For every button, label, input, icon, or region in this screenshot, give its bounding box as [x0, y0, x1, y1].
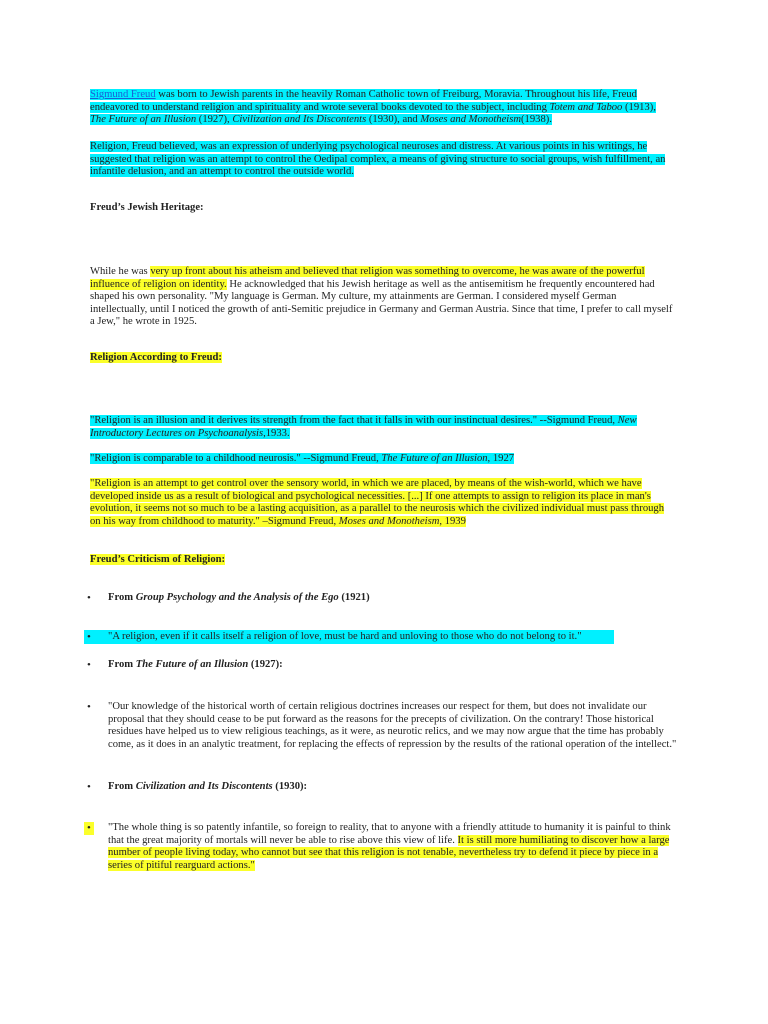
list-item-group-psychology: From Group Psychology and the Analysis of the Ego (1921) [108, 592, 370, 603]
intro-highlight: Sigmund Freud was born to Jewish parents in the heavily Roman Catholic town of Freiburg, Moravia. Throughout his life, Freud endeavored to understand religion and spirituality and wrote several books devoted to the subject, including Totem and Taboo (1913), The Future of an Illusion (1927), Civilization and Its Discontents (1930), and Moses and Monotheism(1938). [90, 89, 656, 126]
list-item-religion-of-love: "A religion, even if it calls itself a religion of love, must be hard and unloving to those who do not belong to it." [108, 631, 582, 642]
list-item-future-illusion: From The Future of an Illusion (1927): [108, 659, 283, 670]
list-item-historical-worth: "Our knowledge of the historical worth of certain religious doctrines increases our respect for them, but does not invalidate our proposal that they should cease to be put forward as the reasons for the precepts of civilization. On the contrary! Those historical residues have helped us to view religious teachings, as it were, as neurotic relics, and we may now argue that the time has probably come, as it does in an analytic treatment, for replacing the effects of repression by the results of the rational operation of the intellect." [108, 701, 677, 750]
religion-belief-paragraph: Religion, Freud believed, was an expression of underlying psychological neuroses and distress. At various points in his writings, he suggested that religion was an attempt to control the Oedipal complex, a means of giving structure to social groups, wish fulfillment, an infantile delusion, and an attempt to control the outside world. [90, 141, 666, 178]
heading-religion-according: Religion According to Freud: [90, 352, 222, 363]
bullet-icon: • [87, 701, 91, 713]
heading-criticism: Freud’s Criticism of Religion: [90, 554, 226, 565]
quote-illusion: "Religion is an illusion and it derives its strength from the fact that it falls in with our instinctual desires." --Sigmund Freud, New Introductory Lectures on Psychoanalysis,1933. [90, 415, 637, 439]
bullet-icon: • [87, 631, 91, 643]
heading-jewish-heritage: Freud’s Jewish Heritage: [90, 202, 204, 213]
quote-sensory-world: "Religion is an attempt to get control over the sensory world, in which we are placed, by means of the wish-world, which we have developed inside us as a result of biological and psychological necessities. [...] If one attempts to assign to religion its place in man's evolution, it seems not so much to be a lasting acquisition, as a parallel to the neurosis which the civilized individual must pass through on his way from childhood to maturity." –Sigmund Freud, Moses and Monotheism, 1939 [90, 478, 665, 527]
bullet-icon: • [87, 781, 91, 793]
list-item-patently-infantile: "The whole thing is so patently infantile, so foreign to reality, that to anyone with a friendly attitude to humanity it is painful to think that the great majority of mortals will never be able to rise above this view of life. It is still more humiliating to discover how a large number of people living today, who cannot but see that this religion is not tenable, nevertheless try to defend it piece by piece in a series of pitiful rearguard actions." [108, 822, 671, 871]
bullet-icon: • [87, 592, 91, 604]
sigmund-freud-link[interactable]: Sigmund Freud [90, 89, 156, 100]
intro-paragraph [90, 89, 674, 127]
heritage-paragraph: While he was very up front about his atheism and believed that religion was something to overcome, he was aware of the powerful influence of religion on identity. He acknowledged that his Jewish heritage as well as the antisemitism he frequently encountered had shaped his own personality. "My language is German. My culture, my attainments are German. I considered myself German intellectually, until I noticed the growth of anti-Semitic prejudice in Germany and German Austria. Since that time, I prefer to call myself a Jew," he wrote in 1925. [90, 266, 673, 328]
list-item-civilization: From Civilization and Its Discontents (1930): [108, 781, 308, 792]
quote-childhood-neurosis: "Religion is comparable to a childhood neurosis." --Sigmund Freud, The Future of an Illusion, 1927 [90, 453, 515, 464]
bullet-icon: • [87, 659, 91, 671]
bullet-icon: • [84, 822, 94, 835]
